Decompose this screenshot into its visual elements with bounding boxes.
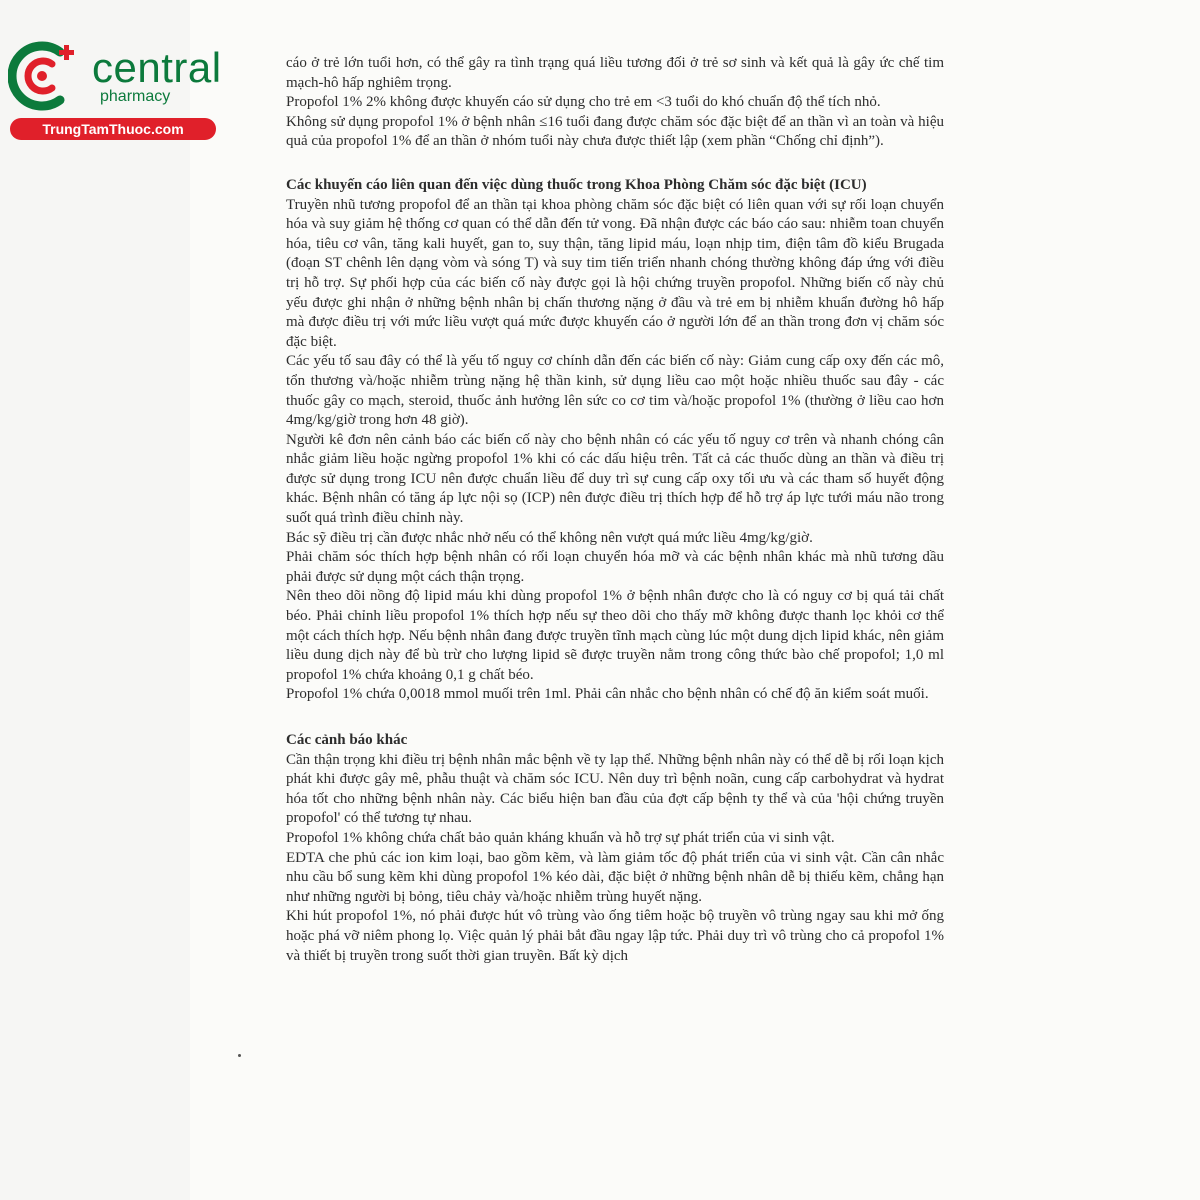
paragraph: Propofol 1% 2% không được khuyến cáo sử dụng cho trẻ em <3 tuổi do khó chuẩn độ thể tích nhỏ. — [286, 94, 881, 111]
paragraph: Các yếu tố sau đây có thể là yếu tố nguy cơ chính dẫn đến các biến cố này: Giảm cung cấp oxy đến các mô, tổn thương và/hoặc nhiễm trùng nặng hệ thần kinh, sử dụng liều cao một hoặc nhiều thuốc sau đây - các thuốc gây co mạch, steroid, thuốc ảnh hưởng lên sức co cơ tim và/hoặc propofol 1% (thường ở liều cao hơn 4mg/kg/giờ trong hơn 48 giờ). — [286, 353, 944, 429]
brand-name: central — [92, 44, 222, 91]
brand-subtitle: pharmacy — [100, 88, 171, 105]
section-heading-other-warnings: Các cảnh báo khác — [286, 732, 408, 748]
paragraph: Propofol 1% chứa 0,0018 mmol muối trên 1ml. Phải cân nhắc cho bệnh nhân có chế độ ăn kiểm soát muối. — [286, 686, 929, 703]
paragraph: Người kê đơn nên cảnh báo các biến cố này cho bệnh nhân có các yếu tố nguy cơ trên và nhanh chóng cân nhắc giảm liều hoặc ngừng propofol 1% khi có các dấu hiệu trên. Tất cả các thuốc dùng an thần và điều trị được sử dụng trong ICU nên được chuẩn liều để duy trì sự cung cấp oxy tối ưu và các tham số huyết động khác. Bệnh nhân có tăng áp lực nội sọ (ICP) nên được điều trị thích hợp để hỗ trợ áp lực tưới máu não trong suốt quá trình điều chỉnh này. — [286, 431, 944, 527]
scan-speck — [238, 1054, 241, 1057]
paragraph: Nên theo dõi nồng độ lipid máu khi dùng propofol 1% ở bệnh nhân được cho là có nguy cơ bị quá tải chất béo. Phải chỉnh liều propofol 1% thích hợp nếu sự theo dõi cho thấy mỡ không được thanh lọc khỏi cơ thể một cách thích hợp. Nếu bệnh nhân đang được truyền tĩnh mạch cùng lúc một dung dịch lipid khác, nên giảm liều dung dịch này để bù trừ cho lượng lipid sẽ được truyền nằm trong công thức bào chế propofol; 1,0 ml propofol 1% chứa khoảng 0,1 g chất béo. — [286, 588, 944, 683]
paragraph: Phải chăm sóc thích hợp bệnh nhân có rối loạn chuyển hóa mỡ và các bệnh nhân khác mà nhũ tương dầu phải được sử dụng một cách thận trọng. — [286, 549, 944, 585]
paragraph: cáo ở trẻ lớn tuổi hơn, có thể gây ra tình trạng quá liều tương đối ở trẻ sơ sinh và kết quả là gây ức chế tim mạch-hô hấp nghiêm trọng. — [286, 55, 944, 91]
paragraph: Truyền nhũ tương propofol để an thần tại khoa phòng chăm sóc đặc biệt có liên quan với sự rối loạn chuyển hóa và suy giảm hệ thống cơ quan có thể dẫn đến tử vong. Đã nhận được các báo cáo sau: nhiễm toan chuyển hóa, tiêu cơ vân, tăng kali huyết, gan to, suy thận, tăng lipid máu, loạn nhịp tim, điện tâm đồ kiểu Brugada (đoạn ST chênh lên dạng vòm và sóng T) và suy tim tiến triển nhanh chóng thường không đáp ứng với điều trị hỗ trợ. Sự phối hợp của các biến cố này được gọi là hội chứng truyền propofol. Những biến cố này chủ yếu được ghi nhận ở những bệnh nhân bị chấn thương nặng ở đầu và trẻ em bị nhiễm khuẩn đường hô hấp mà được điều trị với mức liều vượt quá mức được khuyến cáo ở người lớn để an thần trong đơn vị chăm sóc đặc biệt. — [286, 196, 944, 350]
section-heading-icu: Các khuyến cáo liên quan đến việc dùng thuốc trong Khoa Phòng Chăm sóc đặc biệt (ICU) — [286, 176, 867, 193]
central-pharmacy-logo[interactable] — [8, 38, 220, 138]
document-body — [286, 54, 944, 966]
central-logo-icon — [8, 38, 92, 114]
paragraph: EDTA che phủ các ion kim loại, bao gồm kẽm, và làm giảm tốc độ phát triển của vi sinh vật. Cần cân nhắc nhu cầu bổ sung kẽm khi dùng propofol 1% kéo dài, đặc biệt ở những bệnh nhân dễ bị thiếu kẽm, chẳng hạn như những người bị bỏng, tiêu chảy và/hoặc nhiễm trùng huyết nặng. — [286, 849, 944, 905]
paragraph: Cần thận trọng khi điều trị bệnh nhân mắc bệnh về ty lạp thể. Những bệnh nhân này có thể dễ bị rối loạn kịch phát khi được gây mê, phẫu thuật và chăm sóc ICU. Nên duy trì bệnh noãn, cung cấp carbohydrat và hydrat hóa tốt cho những bệnh nhân này. Các biểu hiện ban đầu của đợt cấp bệnh ty thể và của 'hội chứng truyền propofol' có thể tương tự nhau. — [286, 751, 944, 827]
paragraph: Propofol 1% không chứa chất bảo quản kháng khuẩn và hỗ trợ sự phát triển của vi sinh vật. — [286, 829, 835, 846]
paragraph: Không sử dụng propofol 1% ở bệnh nhân ≤16 tuổi đang được chăm sóc đặc biệt để an thần vì an toàn và hiệu quả của propofol 1% để an thần ở nhóm tuổi này chưa được thiết lập (xem phần “Chống chỉ định”). — [286, 113, 944, 150]
paragraph: Khi hút propofol 1%, nó phải được hút vô trùng vào ống tiêm hoặc bộ truyền vô trùng ngay sau khi mở ống hoặc phá vỡ niêm phong lọ. Việc quản lý phải bắt đầu ngay lập tức. Phải duy trì vô trùng cho cả propofol 1% và thiết bị truyền trong suốt thời gian truyền. Bất kỳ dịch — [286, 908, 944, 964]
paragraph: Bác sỹ điều trị cần được nhắc nhở nếu có thể không nên vượt quá mức liều 4mg/kg/giờ. — [286, 529, 813, 546]
brand-url-badge[interactable]: TrungTamThuoc.com — [10, 118, 216, 140]
